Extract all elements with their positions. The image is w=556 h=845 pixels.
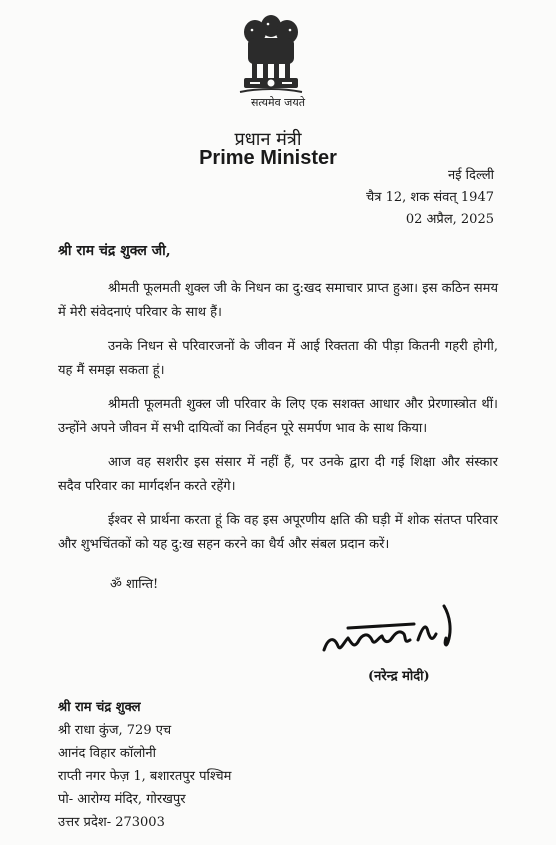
address-line: उत्तर प्रदेश- 273003 [58,815,165,830]
address-line: राप्ती नगर फेज़ 1, बशारतपुर पश्चिम [58,769,232,784]
saka-date: चैत्र 12, शक संवत् 1947 [366,190,494,205]
paragraph: उनके निधन से परिवारजनों के जीवन में आई रिक्तता की पीड़ा कितनी गहरी होगी, यह मैं समझ सकता हूं। [58,339,498,378]
place-name: नई दिल्ली [447,168,494,183]
handwritten-signature [318,598,468,663]
recipient-address [58,696,231,834]
office-title-hindi: प्रधान मंत्री [234,129,302,150]
paragraph: ईश्वर से प्रार्थना करता हूं कि वह इस अपूरणीय क्षति की घड़ी में शोक संतप्त परिवार और शुभचिंतकों को यह दु:ख सहन करने का धैर्य और संबल प्रदान करें। [58,513,498,552]
emblem-motto: सत्यमेव जयते [250,96,305,109]
address-line: पो- आरोग्य मंदिर, गोरखपुर [58,792,186,807]
gregorian-date: 02 अप्रैल, 2025 [405,212,494,227]
signer-name: (नरेन्द्र मोदी) [368,669,430,684]
dateline [366,165,494,231]
paragraph: श्रीमती फूलमती शुक्ल जी के निधन का दु:खद समाचार प्राप्त हुआ। इस कठिन समय में मेरी संवेदनाएं परिवार के साथ हैं। [58,281,498,320]
salutation: श्री राम चंद्र शुक्ल जी, [58,243,171,259]
paragraph: श्रीमती फूलमती शुक्ल जी परिवार के लिए एक सशक्त आधार और प्रेरणास्त्रोत थीं। उन्होंने अपने जीवन में सभी दायित्वों का निर्वहन पूरे समर्पण भाव के साथ किया। [58,397,498,436]
address-line: आनंद विहार कॉलोनी [58,746,156,761]
letter-body [58,277,498,567]
recipient-name: श्री राम चंद्र शुक्ल [58,700,141,715]
paragraph: आज वह सशरीर इस संसार में नहीं हैं, पर उनके द्वारा दी गई शिक्षा और संस्कार सदैव परिवार का मार्गदर्शन करते रहेंगे। [58,455,498,494]
address-line: श्री राधा कुंज, 729 एच [58,723,172,738]
office-title-english: Prime Minister [199,147,337,169]
closing-om-shanti: ॐ शान्ति! [110,577,159,592]
